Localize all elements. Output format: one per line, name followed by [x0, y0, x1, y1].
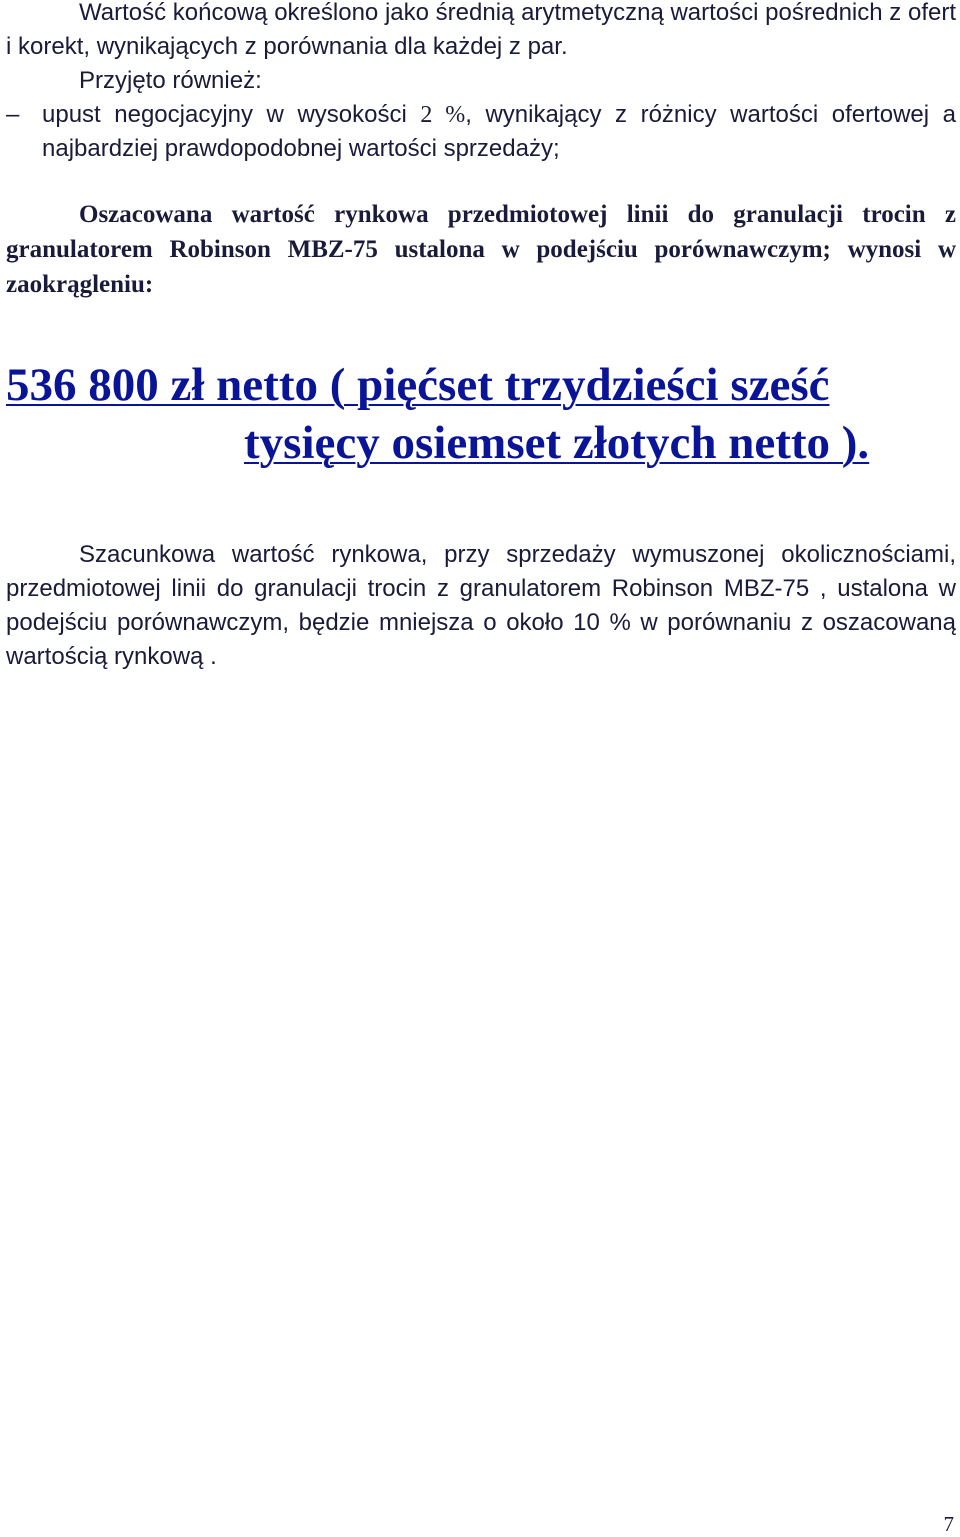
paragraph-also-assumed: Przyjęto również:	[79, 67, 262, 94]
paragraph-forced-sale-value: Szacunkowa wartość rynkowa, przy sprzedaży wymuszonej okolicznościami, przedmiotowej linii do granulacji trocin z granulatorem Robinson MBZ-75 , ustalona w podejściu porównawczym, będzie mniejsza o około 10 % w porównaniu z oszacowaną wartością rynkową .	[6, 541, 956, 670]
bullet-text-before: upust negocjacyjny w wysokości	[42, 101, 421, 128]
value-line-1: 536 800 zł netto ( pięćset trzydzieści sześć	[6, 359, 830, 411]
bullet-negotiation-discount	[6, 98, 956, 166]
document-page	[6, 0, 956, 674]
bullet-percent: 2 %	[420, 102, 466, 128]
paragraph-market-value-statement: Oszacowana wartość rynkowa przedmiotowej linii do granulacji trocin z granulatorem Robinson MBZ-75 ustalona w podejściu porównawczym; wynosi w zaokrągleniu:	[6, 201, 956, 298]
paragraph-final-value-method: Wartość końcową określono jako średnią arytmetyczną wartości pośrednich z ofert i korekt, wynikających z porównania dla każdej z par.	[6, 0, 956, 60]
bullet-text	[42, 98, 956, 166]
bullet-text-after: , wynikający z różnicy wartości ofertowej a najbardziej prawdopodobnej wartości sprzedaży;	[42, 101, 957, 162]
market-value-amount	[6, 356, 956, 472]
page-number: 7	[943, 1512, 954, 1536]
bullet-dash: –	[6, 101, 20, 128]
value-line-2: tysięcy osiemset złotych netto ).	[244, 417, 870, 469]
